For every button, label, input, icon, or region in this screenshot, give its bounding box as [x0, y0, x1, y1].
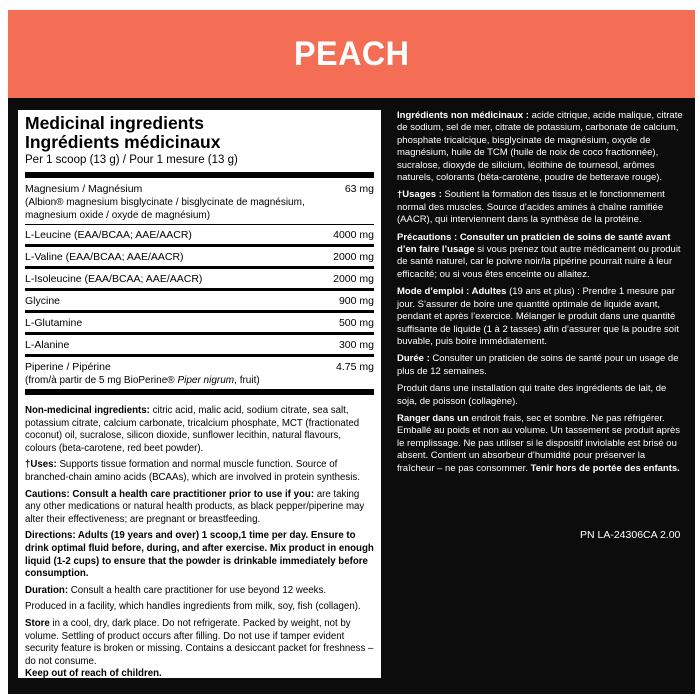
cautions-text: Cautions: Consult a health care practitioner prior to use if you: are taking any other medications or natural health products, as black pepper/piperine may alter their effectiveness; are pregnant or breastfeeding.: [25, 488, 365, 525]
fr-facility-text: Produit dans une installation qui traite des ingrédients de lait, de soja, de poisson (collagène).: [397, 383, 667, 407]
fr-storage-text: Ranger dans un endroit frais, sec et sombre. Ne pas réfrigérer. Emballé au poids et non au volume. Un tassement se produit après le remplissage. Ne pas utiliser si le dispositif inviolable est brisé ou absent. Contient un absorbeur d’humidité pour préserver la fraîcheur – ne pas consommer. Tenir hors de portée des enfants.: [397, 412, 681, 474]
storage-text: Store in a cool, dry, dark place. Do not refrigerate. Packed by weight, not by volume. Settling of product occurs after filling. Do not use if tamper evident security feature is broken or missing. Contains a desiccant packet for freshness – do not consume. Keep out of reach of children.: [25, 617, 374, 680]
ingredient-amount: 4000 mg: [333, 229, 374, 241]
fr-precautions-text: Précautions : Consulter un praticien de soins de santé avant d’en faire l’usage si vous prenez tout autre médicament ou produit de santé naturel, car le poivre noir/la pipérine pourrait nuire à leur efficacité; ou si vous êtes enceinte ou allaitez.: [397, 231, 681, 280]
ingredient-row-isoleucine: [25, 269, 374, 291]
ingredient-row-piperine: [25, 357, 374, 395]
flavor-title: PEACH: [293, 34, 410, 73]
non-medicinal-ingredients: Non-medicinal ingredients: citric acid, malic acid, sodium citrate, sea salt, potassium citrate, calcium carbonate, tricalcium phosphate, MCT (fractionated coconut) oil, sucralose, silicon dioxide, sunflower lecithin, natural flavours, colours (beta-carotene, red beet powder).: [25, 405, 360, 454]
fr-mode-emploi-text: Mode d’emploi : Adultes (19 ans et plus) : Prendre 1 mesure par jour. S’assurer de boire une quantité optimale de liquide avant, pendant et après l’exercice. Mélanger le produit dans une quantité suffisante de liquide (1 à 2 tasses) afin d’assurer que la poudre soit buvable, puis boire immédiatement.: [397, 286, 679, 347]
french-text-column: [397, 110, 685, 480]
ingredient-sub: (from/à partir de 5 mg BioPerine® Piper nigrum, fruit): [25, 375, 260, 386]
heading-en: Medicinal ingredients: [25, 113, 204, 133]
fr-duree-text: Durée : Consulter un praticien de soins de santé pour un usage de plus de 12 semaines.: [397, 353, 679, 377]
ingredient-amount: 500 mg: [338, 317, 374, 329]
ingredient-amount: 2000 mg: [333, 251, 374, 263]
ingredient-amount: 4.75 mg: [336, 361, 374, 373]
facility-text: Produced in a facility, which handles ingredients from milk, soy, fish (collagen).: [25, 601, 361, 613]
ingredient-amount: 900 mg: [338, 295, 374, 307]
ingredient-amount: 63 mg: [344, 183, 374, 195]
ingredient-label: L-Leucine (EAA/BCAA; AAE/AACR): [25, 229, 192, 241]
part-number: PN LA-24306CA 2.00: [580, 529, 681, 541]
ingredient-label: L-Alanine: [25, 339, 70, 351]
ingredient-label: Piperine / Pipérine: [25, 361, 111, 373]
ingredient-row-glutamine: [25, 313, 374, 335]
fr-non-medicinal-ingredients: Ingrédients non médicinaux : acide citrique, acide malique, citrate de sodium, sel de mer, citrate de potassium, carbonate de calcium, phosphate tricalcique, bisglycinate de magnésium, oxyde de magnésium, huile de TCM (huile de noix de coco fractionnée), sucralose, dioxyde de silicium, lécithine de tournesol, arômes naturels, colorants (bêta-carotène, poudre de betterave rouge).: [397, 110, 683, 184]
ingredient-label: Magnesium / Magnésium: [25, 183, 143, 195]
ingredient-row-magnesium: [25, 178, 374, 225]
ingredient-row-valine: [25, 247, 374, 269]
flavor-banner: [8, 10, 695, 98]
duration-text: Duration: Consult a health care practitioner for use beyond 12 weeks.: [25, 584, 327, 596]
ingredient-label: L-Valine (EAA/BCAA; AAE/AACR): [25, 251, 184, 263]
ingredient-row-alanine: [25, 335, 374, 357]
heading-fr: Ingrédients médicinaux: [25, 132, 221, 152]
ingredient-label: L-Glutamine: [25, 317, 83, 329]
directions-text: Directions: Adults (19 years and over) 1 scoop,1 time per day. Ensure to drink optimal fluid before, during, and after exercise. Mix product in enough liquid (1-2 cups) to ensure that the powder is drinkable immediately before consumption.: [25, 530, 374, 580]
serving-size: Per 1 scoop (13 g) / Pour 1 mesure (13 g): [25, 154, 374, 178]
ingredient-row-leucine: [25, 225, 374, 247]
ingredient-amount: 2000 mg: [333, 273, 374, 285]
medicinal-ingredients-panel: [18, 110, 381, 678]
uses-text: †Uses: Supports tissue formation and normal muscle function. Source of branched-chain amino acids (BCAAs), which are involved in protein synthesis.: [25, 459, 360, 483]
ingredient-row-glycine: [25, 291, 374, 313]
ingredient-amount: 300 mg: [338, 339, 374, 351]
ingredient-label: Glycine: [25, 295, 61, 307]
ingredient-label: L-Isoleucine (EAA/BCAA; AAE/AACR): [25, 273, 203, 285]
ingredient-sub: (Albion® magnesium bisglycinate / bisglycinate de magnésium, magnesium oxide / oxyde de magnésium): [25, 197, 305, 221]
fr-usages-text: †Usages : Soutient la formation des tissus et le fonctionnement normal des muscles. Source d’acides aminés à chaîne ramifiée (AACR), qui interviennent dans la synthèse de la protéine.: [397, 189, 665, 226]
